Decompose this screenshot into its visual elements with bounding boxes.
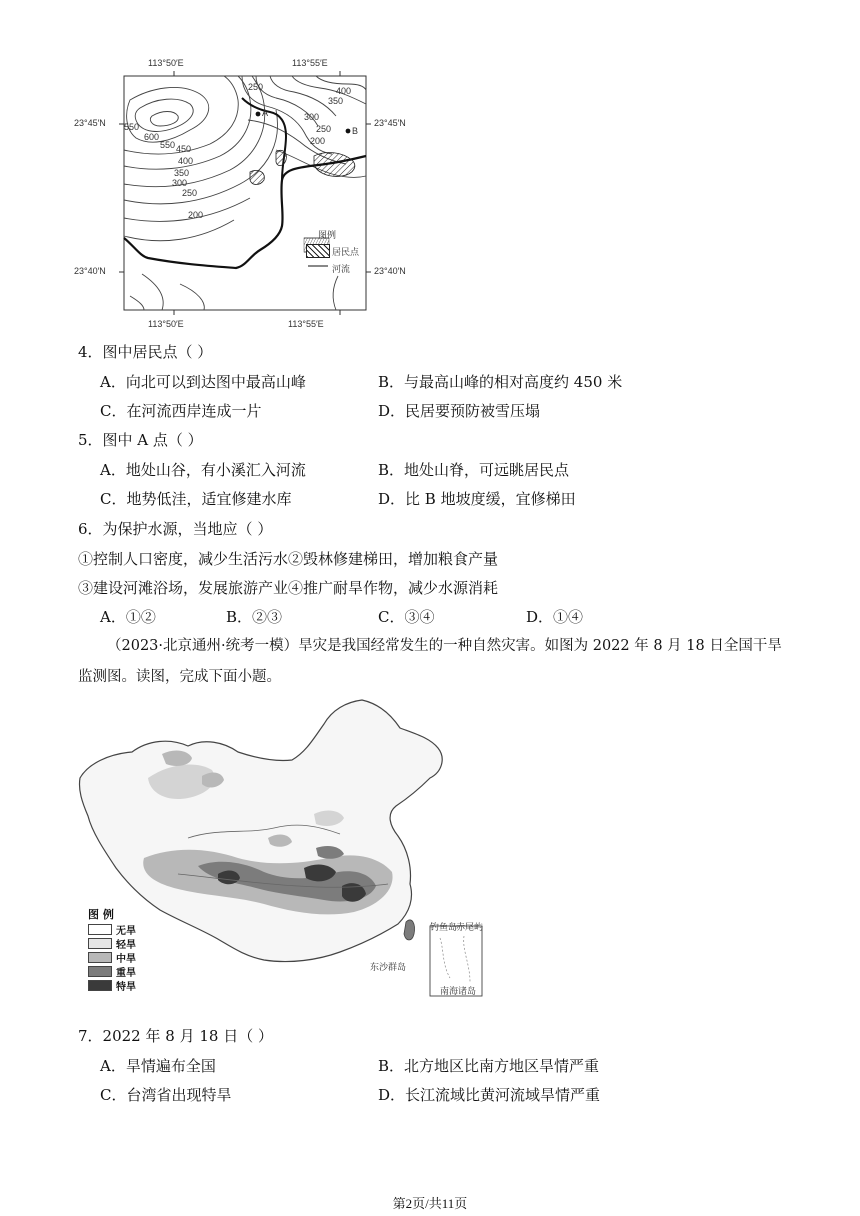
q7-option-a: A．旱情遍布全国 xyxy=(100,1057,216,1075)
q5-option-a: A．地处山谷，有小溪汇入河流 xyxy=(100,461,306,479)
contour-label: 350 xyxy=(174,168,190,178)
contour-label: 550 xyxy=(160,140,176,150)
q6-option-a: A．①② xyxy=(100,608,156,626)
q4-option-b: B．与最高山峰的相对高度约 450 米 xyxy=(378,373,623,391)
drought-map-figure xyxy=(78,698,498,1014)
q4-stem: 4．图中居民点（ ） xyxy=(78,343,213,361)
q6-option-c: C．③④ xyxy=(378,608,435,626)
legend-title: 图 例 xyxy=(88,908,114,921)
topographic-map xyxy=(70,60,420,332)
settlement-patch-2 xyxy=(250,170,264,184)
drought-legend xyxy=(88,906,158,992)
q7-option-c: C．台湾省出现特旱 xyxy=(100,1086,232,1104)
legend-settlement-swatch xyxy=(306,244,330,258)
legend-swatch xyxy=(88,952,112,963)
legend-settlement-label: 居民点 xyxy=(332,247,360,257)
q4-option-c: C．在河流西岸连成一片 xyxy=(100,402,262,420)
legend-swatch xyxy=(88,924,112,935)
legend-swatch xyxy=(88,966,112,977)
lat-label-lower-right: 23°40′N xyxy=(374,266,406,276)
q5-stem: 5．图中 A 点（ ） xyxy=(78,431,203,449)
contour-label: 200 xyxy=(310,136,326,146)
legend-row xyxy=(88,923,158,936)
label-chiwei: 赤尾屿 xyxy=(456,922,484,932)
contour-label: 250 xyxy=(182,188,198,198)
contour-label: 400 xyxy=(178,156,194,166)
point-a-marker xyxy=(256,112,261,117)
label-dongsha: 东沙群岛 xyxy=(370,962,407,972)
point-b-label: B xyxy=(352,126,359,136)
lon-label-top-left: 113°50′E xyxy=(148,58,184,68)
legend-row xyxy=(88,951,158,964)
legend-title: 图例 xyxy=(318,230,337,240)
q6-option-d: D．①④ xyxy=(526,608,584,626)
legend-row xyxy=(88,937,158,950)
point-a-label: A xyxy=(262,108,269,118)
contour-label: 300 xyxy=(304,112,320,122)
q7-option-b: B．北方地区比南方地区旱情严重 xyxy=(378,1057,600,1075)
legend-swatch xyxy=(88,980,112,991)
contour-label: 400 xyxy=(336,86,352,96)
label-diaoyu: 钓鱼岛 xyxy=(430,922,458,932)
q4-option-a: A．向北可以到达图中最高山峰 xyxy=(100,373,306,391)
legend-label: 重旱 xyxy=(116,968,136,979)
contour-label: 250 xyxy=(316,124,332,134)
contour-label: 350 xyxy=(328,96,344,106)
point-b-marker xyxy=(346,129,351,134)
q5-option-b: B．地处山脊，可远眺居民点 xyxy=(378,461,570,479)
contour-label: 600 xyxy=(144,132,160,142)
contour-label: 450 xyxy=(176,144,192,154)
legend-row xyxy=(88,965,158,978)
q5-option-d: D．比 B 地坡度缓，宜修梯田 xyxy=(378,490,576,508)
legend-swatch xyxy=(88,938,112,949)
contour-label: 250 xyxy=(248,82,264,92)
q6-statement-1: ①控制人口密度，减少生活污水②毁林修建梯田，增加粮食产量 xyxy=(78,550,499,568)
q7-option-d: D．长江流域比黄河流域旱情严重 xyxy=(378,1086,601,1104)
contour-label: 200 xyxy=(188,210,204,220)
lat-label-upper-right: 23°45′N xyxy=(374,118,406,128)
legend-river-label: 河流 xyxy=(332,264,351,274)
contour-label: 300 xyxy=(172,178,188,188)
q5-option-c: C．地势低洼，适宜修建水库 xyxy=(100,490,292,508)
topographic-map-figure xyxy=(70,60,420,332)
lon-label-bottom-left: 113°50′E xyxy=(148,319,184,329)
q6-stem: 6．为保护水源，当地应（ ） xyxy=(78,520,273,538)
q4-option-d: D．民居要预防被雪压塌 xyxy=(378,402,541,420)
drought-intro-paragraph: （2023·北京通州·统考一模）旱灾是我国经常发生的一种自然灾害。如图为 2022 年 8 月 18 日全国干旱监测图。读图，完成下面小题。 xyxy=(78,638,782,685)
legend-label: 轻旱 xyxy=(116,940,136,951)
lon-label-bottom-right: 113°55′E xyxy=(288,319,324,329)
q6-option-b: B．②③ xyxy=(226,608,283,626)
q7-stem: 7．2022 年 8 月 18 日（ ） xyxy=(78,1027,273,1045)
lat-label-upper-left: 23°45′N xyxy=(74,118,106,128)
q6-statement-2: ③建设河滩浴场，发展旅游产业④推广耐旱作物，减少水源消耗 xyxy=(78,579,499,597)
lon-label-top-right: 113°55′E xyxy=(292,58,328,68)
legend-label: 特旱 xyxy=(116,982,136,993)
legend-row xyxy=(88,979,158,992)
lat-label-lower-left: 23°40′N xyxy=(74,266,106,276)
legend-label: 无旱 xyxy=(116,926,136,937)
inset-label: 南海诸岛 xyxy=(440,986,477,996)
legend-label: 中旱 xyxy=(116,954,136,965)
page-footer: 第2页/共11页 xyxy=(392,1196,468,1211)
contour-label: 550 xyxy=(124,122,140,132)
